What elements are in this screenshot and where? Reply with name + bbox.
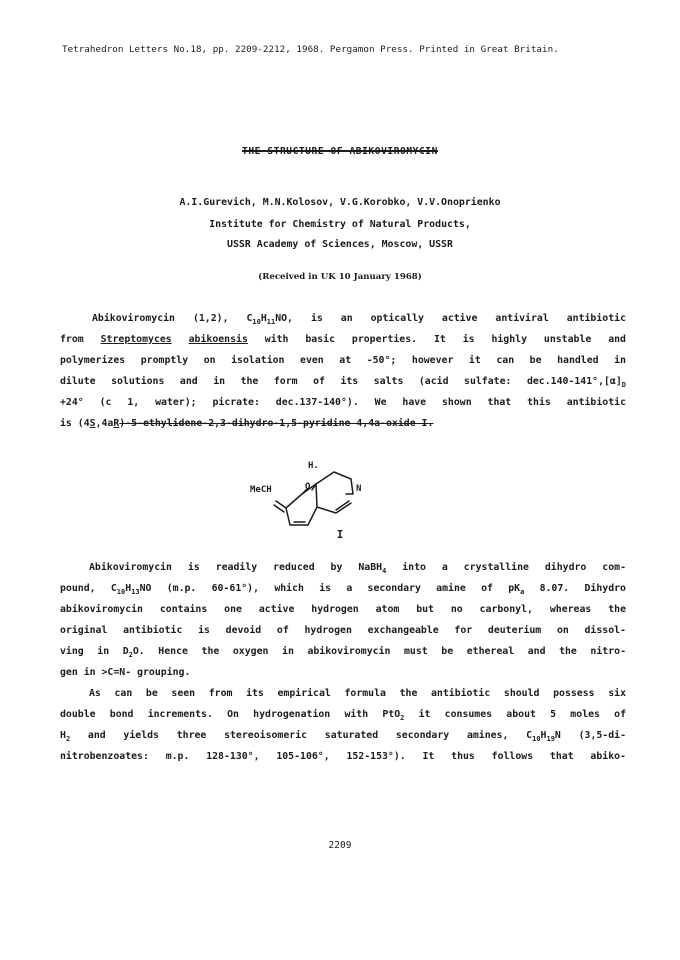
stereo-descriptor: R — [113, 418, 120, 429]
text-span: from — [60, 334, 101, 345]
subscript: 19 — [546, 734, 555, 743]
structure-label-h: H. — [308, 461, 319, 471]
text-line: nitrobenzoates: m.p. 128-130°, 105-106°, 152-153°). It thus follows that abiko- — [60, 751, 626, 762]
text-span: ,4a — [95, 418, 114, 429]
text-line — [60, 334, 626, 346]
text-line — [60, 709, 626, 721]
subscript: 13 — [131, 587, 140, 596]
compound-label: I — [336, 528, 344, 541]
subscript: 4 — [382, 566, 387, 575]
stereo-descriptor: S — [89, 418, 96, 429]
received-date: (Received in UK 10 January 1968) — [258, 272, 422, 282]
text-line: original antibiotic is devoid of hydrogen exchangeable for deuterium on dissol- — [60, 625, 626, 636]
text-span: )-5-ethylidene-2,3-dihydro-1,5-pyridine 4,4a-oxide I. — [119, 418, 434, 429]
text-span: Abikoviromycin is readily reduced by NaBH — [89, 562, 383, 573]
text-span: 8.07. Dihydro — [524, 583, 626, 594]
text-span: N (3,5-di- — [554, 730, 626, 741]
ring-bond — [316, 484, 351, 513]
academy-line: USSR Academy of Sciences, Moscow, USSR — [227, 239, 453, 250]
text-line — [60, 730, 626, 742]
text-span: H — [540, 730, 547, 741]
subscript: 2 — [128, 650, 133, 659]
text-line — [60, 376, 626, 388]
institution-line: Institute for Chemistry of Natural Products, — [209, 219, 471, 230]
text-line: +24° (c 1, water); picrate: dec.137-140°). We have shown that this antibiotic — [60, 397, 626, 408]
text-span: pound, C — [60, 583, 117, 594]
text-span: NO, is an optically active antiviral antibiotic — [275, 313, 626, 324]
text-span: dilute solutions and in the form of its salts (acid sulfate: dec.140-141°,[α] — [60, 376, 622, 387]
page-number: 2209 — [328, 840, 352, 851]
text-span: H — [125, 583, 132, 594]
subscript: 2 — [65, 734, 71, 743]
text-span: is (4 — [60, 418, 90, 429]
text-line: As can be seen from its empirical formula the antibiotic should possess six — [89, 688, 626, 699]
text-span: into a crystalline dihydro com- — [386, 562, 626, 573]
text-line — [89, 562, 626, 574]
text-span: Abikoviromycin (1,2), C — [92, 313, 253, 324]
ring-bond — [316, 472, 353, 494]
subscript: 10 — [252, 317, 261, 326]
text-span: double bond increments. On hydrogenation with PtO — [60, 709, 401, 720]
text-line — [60, 418, 626, 430]
text-span: with basic properties. It is highly unstable and — [247, 334, 626, 345]
subscript: 10 — [116, 587, 126, 596]
subscript: 11 — [266, 317, 276, 326]
structure-label-o: O — [305, 482, 311, 492]
subscript: 2 — [400, 713, 405, 722]
text-span: NO (m.p. 60-61°), which is a secondary amine of pK — [139, 583, 521, 594]
text-span: it consumes about 5 moles of — [404, 709, 626, 720]
subscript: 10 — [532, 734, 541, 743]
text-span: H — [260, 313, 267, 324]
text-span — [172, 334, 189, 345]
text-line: abikoviromycin contains one active hydrogen atom but no carbonyl, whereas the — [60, 604, 626, 615]
text-span: and yields three stereoisomeric saturated secondary amines, C — [70, 730, 533, 741]
structure-label-mech: MeCH — [250, 485, 272, 495]
genus-name: Streptomyces — [100, 334, 172, 345]
text-line — [60, 646, 626, 658]
species-name: abikoensis — [188, 334, 248, 345]
text-span: H — [60, 730, 66, 741]
subscript: D — [621, 380, 626, 389]
text-line: gen in >C=N- grouping. — [60, 667, 191, 678]
text-span: ving in D — [60, 646, 129, 657]
text-line: polymerizes promptly on isolation even at -50°; however it can be handled in — [60, 355, 626, 366]
running-header: Tetrahedron Letters No.18, pp. 2209-2212, 1968. Pergamon Press. Printed in Great Britain. — [62, 44, 559, 55]
text-span: O. Hence the oxygen in abikoviromycin must be ethereal and the nitro- — [132, 646, 626, 657]
text-line — [92, 313, 626, 325]
text-line — [60, 583, 626, 595]
subscript: a — [520, 587, 525, 596]
author-list: A.I.Gurevich, M.N.Kolosov, V.G.Korobko, V.V.Onoprienko — [179, 197, 501, 208]
article-title: THE STRUCTURE OF ABIKOVIROMYCIN — [242, 146, 438, 157]
structure-label-n: N — [356, 484, 362, 494]
